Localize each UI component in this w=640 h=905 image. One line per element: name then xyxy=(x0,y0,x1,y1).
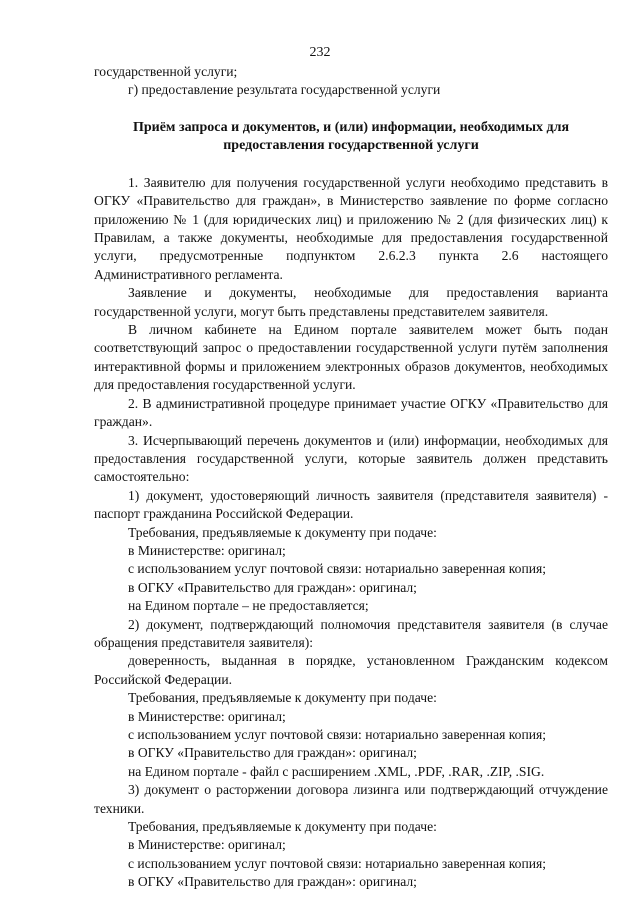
paragraph: в ОГКУ «Правительство для граждан»: оригинал; xyxy=(128,745,417,761)
paragraph: в Министерстве: оригинал; xyxy=(128,837,286,853)
paragraph: с использованием услуг почтовой связи: нотариально заверенная копия; xyxy=(128,727,547,742)
paragraph: 2. В административной процедуре принимает участие ОГКУ «Правительство для граждан». xyxy=(94,395,608,430)
section-heading: Приём запроса и документов, и (или) информации, необходимых для предоставления государственной услуги xyxy=(132,119,570,153)
paragraph: Заявление и документы, необходимые для предоставления варианта государственной услуги, могут быть представлены представителем заявителя. xyxy=(94,285,608,319)
page-number: 232 xyxy=(309,45,331,60)
paragraph: 3) документ о расторжении договора лизинга или подтверждающий отчуждение техники. xyxy=(94,782,608,816)
paragraph: 2) документ, подтверждающий полномочия представителя заявителя (в случае обращения представителя заявителя): xyxy=(94,616,608,650)
paragraph: В личном кабинете на Едином портале заявителем может быть подан соответствующий запрос о предоставлении государственной услуги путём заполнения интерактивной формы и приложением электронных образов документов, необходимых для предоставления государственной услуги. xyxy=(94,322,608,393)
paragraph: 1. Заявителю для получения государственной услуги необходимо представить в ОГКУ «Правительство для граждан», в Министерство заявление по форме согласно приложению № 1 (для юридических лиц) и приложению № 2 (для физических лиц) к Правилам, а также документы, необходимые для предоставления государственной услуги, предусмотренные подпунктом 2.6.2.3 пункта 2.6 настоящего Административного регламента. xyxy=(94,174,608,282)
paragraph: в Министерстве: оригинал; xyxy=(128,542,286,558)
paragraph: доверенность, выданная в порядке, установленном Гражданским кодексом Российской Федерации. xyxy=(94,653,608,687)
paragraph: 3. Исчерпывающий перечень документов и (или) информации, необходимых для предоставления государственной услуги, которые заявитель должен представить самостоятельно: xyxy=(94,432,608,485)
paragraph: в Министерстве: оригинал; xyxy=(128,708,286,724)
paragraph: на Едином портале - файл с расширением .XML, .PDF, .RAR, .ZIP, .SIG. xyxy=(128,763,545,779)
paragraph: Требования, предъявляемые к документу при подаче: xyxy=(128,819,437,835)
paragraph: в ОГКУ «Правительство для граждан»: оригинал; xyxy=(128,579,417,595)
paragraph: на Едином портале – не предоставляется; xyxy=(128,598,369,614)
paragraph: Требования, предъявляемые к документу при подаче: xyxy=(128,524,437,540)
paragraph: в ОГКУ «Правительство для граждан»: оригинал; xyxy=(128,874,417,890)
paragraph: с использованием услуг почтовой связи: нотариально заверенная копия; xyxy=(128,561,547,577)
document-body xyxy=(94,63,608,892)
paragraph: 1) документ, удостоверяющий личность заявителя (представителя заявителя) - паспорт гражданина Российской Федерации. xyxy=(94,487,608,522)
paragraph: с использованием услуг почтовой связи: нотариально заверенная копия; xyxy=(128,855,547,871)
text-line: государственной услуги; xyxy=(94,64,238,79)
paragraph: Требования, предъявляемые к документу при подаче: xyxy=(128,690,437,706)
text-line: г) предоставление результата государственной услуги xyxy=(128,82,441,98)
